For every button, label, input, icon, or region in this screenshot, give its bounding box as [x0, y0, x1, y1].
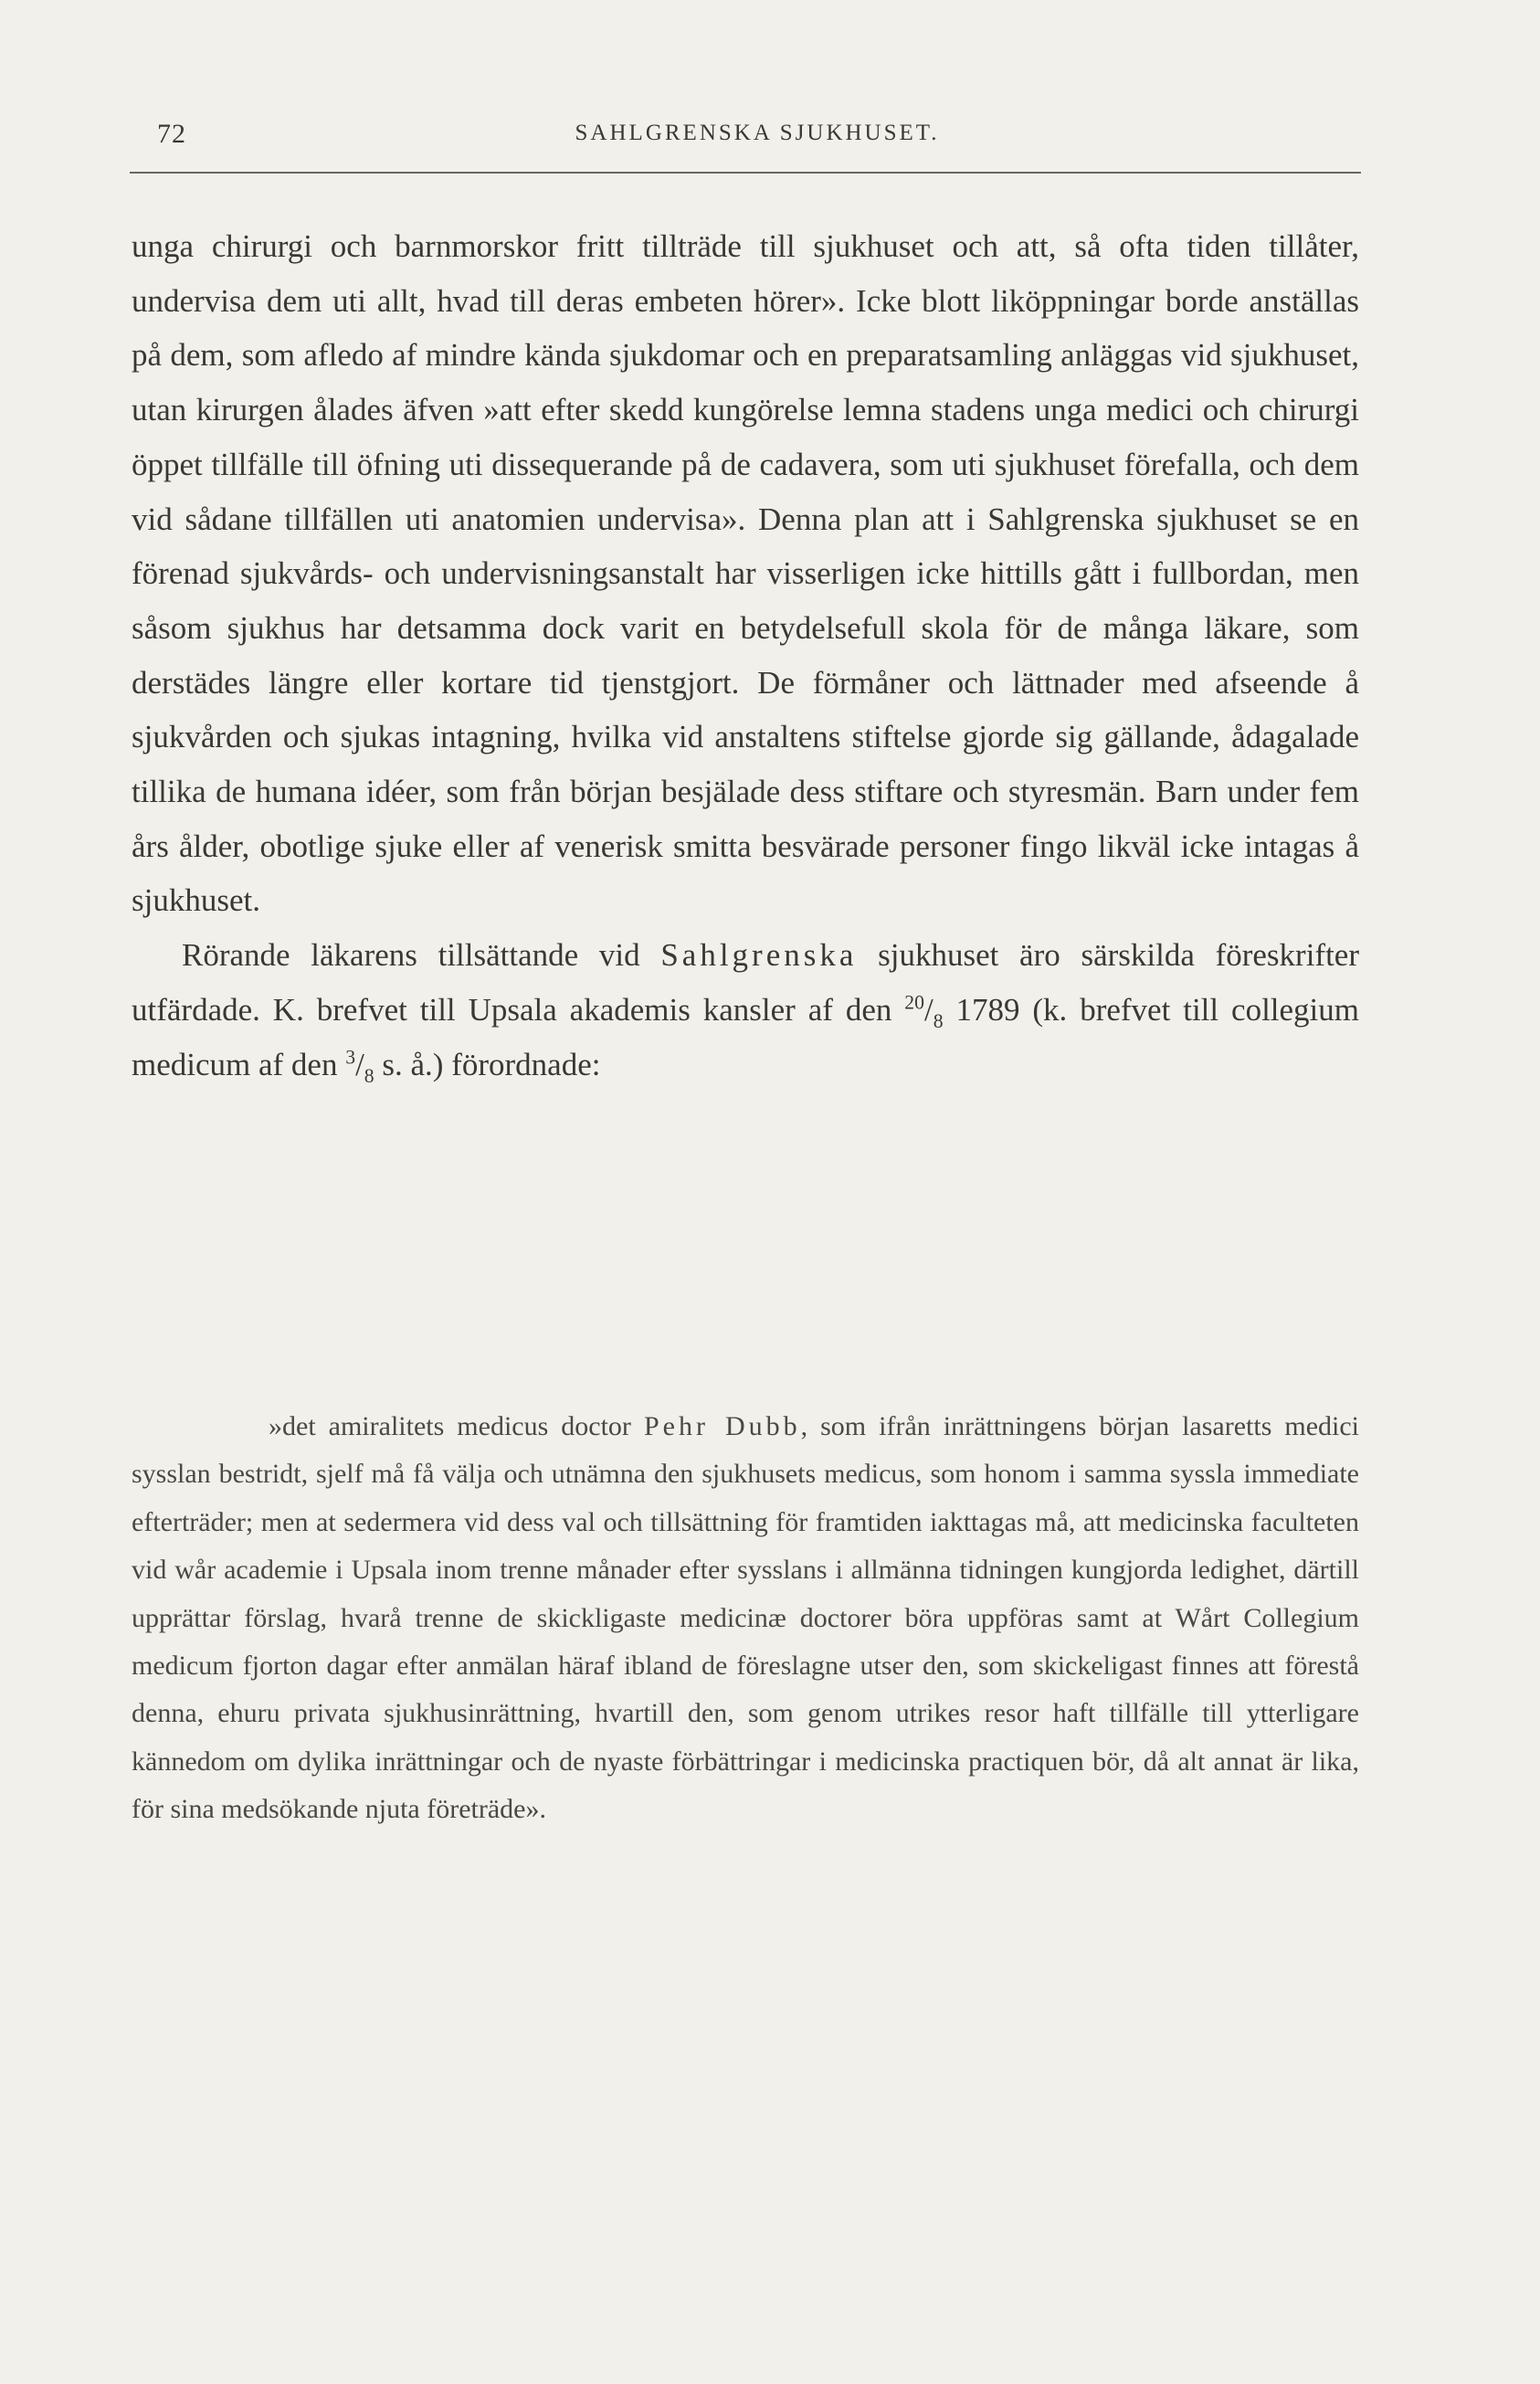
- paragraph-2-part: s. å.) förordnade:: [374, 1046, 601, 1082]
- quote-part: , som ifrån inrättningens början lasaretts medici sysslan bestridt, sjelf må få välja och utnämna den sjukhusets medicus, som honom i samma syssla immediate efterträder; men at sedermera vid dess val och tillsättning för framtiden iakttagas må, att medicinska faculteten vid wår academie i Upsala inom trenne månader efter sysslans i allmänna tidningen kungjorda ledighet, därtill upprättar förslag, hvarå trenne de skickligaste medicinæ doctorer böra uppföras samt at Wårt Collegium medicum fjorton dagar efter anmälan häraf ibland de föreslagne utser den, som skickeligast finnes att förestå denna, ehuru privata sjukhusinrättning, hvartill den, som genom utrikes resor haft tillfälle till ytterligare kännedom om dylika inrättningar och de nyaste förbättringar i medicinska practiquen bör, då alt annat är lika, för sina medsökande njuta företräde».: [132, 1411, 1360, 1825]
- quote-paragraph: [132, 1403, 1359, 1834]
- date-denominator: 8: [933, 1009, 944, 1032]
- running-title: SAHLGRENSKA SJUKHUSET.: [575, 121, 940, 145]
- page-header: [157, 111, 1357, 157]
- body-text: [132, 219, 1359, 1092]
- block-quote: [132, 1403, 1359, 1834]
- page-number: 72: [157, 119, 186, 149]
- paragraph-2-part: 1789 (k. brefvet till collegium medicum af den: [132, 991, 1359, 1082]
- date-numerator: 3: [345, 1045, 356, 1068]
- spaced-name-sahlgrenska: Sahlgrenska: [660, 937, 858, 974]
- date-numerator: 20: [904, 991, 924, 1014]
- paragraph-2: Rörande läkarens tillsättande vid Sahlgrenska sjukhuset äro särskilda föreskrifter utfärdade. K. brefvet till Upsala akademis kansler af den $^{20}/_8$ 1789 (k. brefvet till collegium medicum af den $^3/_8$ s. å.) förordnade:: [132, 937, 1360, 1087]
- header-rule: [130, 172, 1361, 174]
- date-denominator: 8: [364, 1064, 374, 1087]
- spaced-name-pehr-dubb: Pehr Dubb: [643, 1411, 801, 1441]
- paragraph-2-part: sjukhuset äro särskilda föreskrifter utfärdade. K. brefvet till Upsala akademis kansler af den: [132, 937, 1360, 1028]
- quote-part: »det amiralitets medicus doctor: [269, 1411, 644, 1441]
- paragraph-1: unga chirurgi och barnmorskor fritt tillträde till sjukhuset och att, så ofta tiden tillåter, undervisa dem uti allt, hvad till deras embeten hörer». Icke blott liköppningar borde anställas på dem, som afledo af mindre kända sjukdomar och en preparatsamling anläggas vid sjukhuset, utan kirurgen ålades äfven »att efter skedd kungörelse lemna stadens unga medici och chirurgi öppet tillfälle till öfning uti dissequerande på de cadavera, som uti sjukhuset förefalla, och dem vid sådane tillfällen uti anatomien undervisa». Denna plan att i Sahlgrenska sjukhuset se en förenad sjukvårds- och undervisningsanstalt har visserligen icke hittills gått i fullbordan, men såsom sjukhus har detsamma dock varit en betydelsefull skola för de många läkare, som derstädes längre eller kortare tid tjenstgjort. De förmåner och lättnader med afseende å sjukvården och sjukas intagning, hvilka vid anstaltens stiftelse gjorde sig gällande, ådagalade tillika de humana idéer, som från början besjälade dess stiftare och styresmän. Barn under fem års ålder, obotlige sjuke eller af venerisk smitta besvärade personer fingo likväl icke intagas å sjukhuset.: [132, 228, 1359, 919]
- paragraph-2-part: Rörande läkarens tillsättande vid: [182, 937, 661, 974]
